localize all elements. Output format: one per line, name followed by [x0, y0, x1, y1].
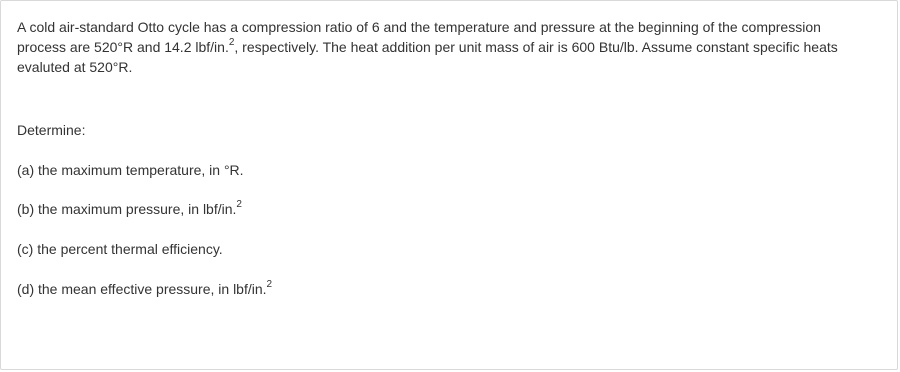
- problem-statement: [17, 17, 883, 77]
- superscript-2: 2: [266, 279, 273, 291]
- superscript-2: 2: [228, 37, 235, 49]
- part-a: (a) the maximum temperature, in °R.: [17, 162, 244, 178]
- part-b-text: (b) the maximum pressure, in lbf/in.: [17, 201, 237, 217]
- problem-line-2: [17, 37, 883, 57]
- part-b: [17, 199, 242, 219]
- determine-label: Determine:: [17, 122, 86, 138]
- part-c: (c) the percent thermal efficiency.: [17, 241, 223, 257]
- problem-line-2-end: , respectively. The heat addition per unit mass of air is 600 Btu/lb. Assume constant specific heats: [234, 39, 838, 55]
- part-d: [17, 279, 272, 299]
- part-d-text: (d) the mean effective pressure, in lbf/in.: [17, 281, 267, 297]
- problem-line-3: evaluted at 520°R.: [17, 59, 133, 75]
- problem-line-2-start: process are 520°R and 14.2 lbf/in.: [17, 39, 229, 55]
- problem-line-1: A cold air-standard Otto cycle has a compression ratio of 6 and the temperature and pressure at the beginning of the compression: [17, 19, 821, 35]
- superscript-2: 2: [236, 199, 242, 211]
